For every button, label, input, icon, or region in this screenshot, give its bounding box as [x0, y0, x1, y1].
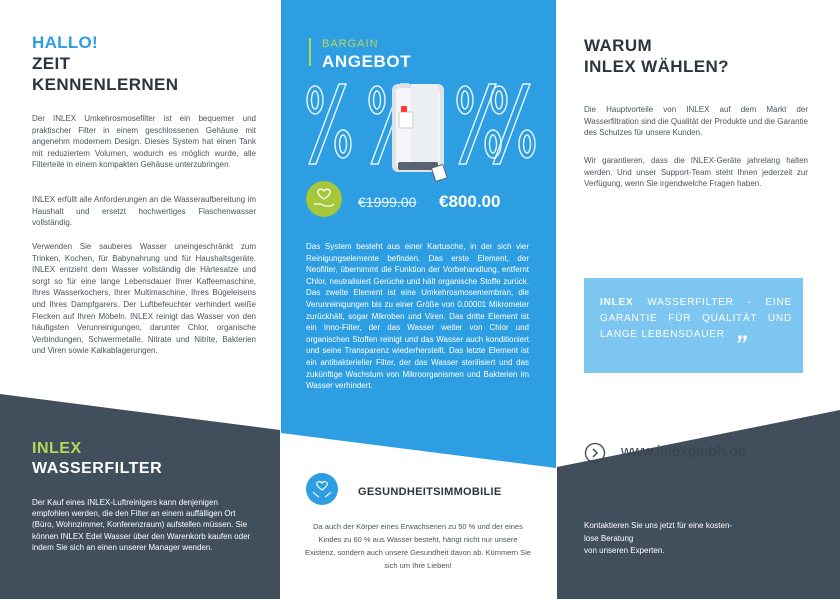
quote-brand: INLEX — [600, 297, 634, 308]
contact-line-2: lose Beratung — [584, 533, 634, 543]
contact-line-1: Kontaktieren Sie uns jetzt für eine kosten- — [584, 521, 733, 530]
quote-text — [600, 295, 792, 343]
right-panel — [557, 0, 840, 599]
quote-rest: WASSERFILTER - EINE GARANTIE FÜR QUALITÄT UND LANGE LEBENSDAUER — [600, 297, 792, 340]
greeting: HALLO! — [32, 33, 99, 52]
hand-heart-icon — [305, 180, 343, 218]
offer-title-small: BARGAIN — [322, 38, 379, 50]
system-description: Das System besteht aus einer Kartusche, in der sich vier Reinigungselemente befinden. Das erste Element, der Neofilter, übernimmt die Funktion der Vorbehandlung, entfernt Chlor, neutralisiert Gerüche und hält organische Stoffe zurück. Das zweite Element ist eine Umkehrosmosemembran, die Verunreinigungen bis zu einer Größe von 0,00001 Mikrometer zurückhält, sogar Mikroben und Viren. Das dritte Element ist ein Inno-Filter, der das Wasser weiter von Chlor und organischen Stoffen reinigt und das Wasser auch konditioniert und seine Transparenz wiederherstellt. Das letzte Element ist ein antibakterieller Filter, der das Wasser sterilisiert und das zukünftige Wachstum von Mikroorganismen und Bakterien im Wasser verhindert. — [306, 242, 529, 391]
why-heading-line-1: WARUM — [584, 36, 653, 55]
intro-paragraph: Der INLEX Umkehrosmosefilter ist ein bequemer und praktischer Filter in einem geschlossenen Gehäuse mit angenehm modernem Design. Dieses System hat einen Tank mit reduziertem Volumen, wodurch es möglich wurde, alle Filterteile in einem kompakten Gehäuse unterzubringen. — [32, 114, 256, 170]
new-price: €800.00 — [439, 192, 501, 211]
heading-line-2: KENNENLERNEN — [32, 75, 179, 94]
contact-text — [584, 520, 814, 558]
title-accent-bar — [309, 38, 311, 66]
left-panel — [0, 0, 280, 599]
water-filter-device-icon — [392, 84, 447, 181]
quote-mark: ” — [735, 331, 747, 358]
brand-subtitle: WASSERFILTER — [32, 460, 163, 477]
health-section-text: Da auch der Körper eines Erwachsenen zu 50 % und der eines Kindes zu 60 % aus Wasser besteht, hängt nicht nur unsere Existenz, sondern auch unsere Gesundheit davon ab. Kümmern Sie sich um Ihre Lieben! — [305, 522, 531, 570]
website-link[interactable]: www.inlexgmbh.de — [621, 443, 747, 460]
old-price: €1999.00 — [358, 194, 417, 210]
offer-title: ANGEBOT — [322, 52, 412, 71]
heading-line-1: ZEIT — [32, 54, 71, 73]
contact-line-3: von unseren Experten. — [584, 546, 665, 555]
why-heading-line-2: INLEX WÄHLEN? — [584, 57, 729, 76]
advantages-paragraph: Die Hauptvorteile von INLEX auf dem Markt der Wasserfiltration sind die Qualität der Produkte und die Garantie des Schutzes für unsere Kunden. — [584, 105, 808, 138]
requirements-paragraph: INLEX erfüllt alle Anforderungen an die Wasseraufbereitung im Haushalt und ersetzt hochwertiges Flaschenwasser vollständig. — [32, 195, 256, 228]
brand-name: INLEX — [32, 440, 82, 457]
product-illustration — [299, 82, 539, 182]
percent-sign-icon — [307, 84, 351, 164]
chevron-right-icon[interactable] — [584, 442, 606, 464]
hands-heart-icon — [305, 472, 339, 506]
health-section-title: GESUNDHEITSIMMOBILIE — [358, 486, 502, 498]
purchase-paragraph: Der Kauf eines INLEX-Luftreinigers kann denjenigen empfohlen werden, die den Filter an einem auffälligen Ort (Büro, Wohnzimmer, Konferenzraum) aufstellen müssen. Sie können INLEX Edel Wasser über den Warenkorb kaufen oder indem Sie sich an einen unserer Manager wenden. — [32, 498, 251, 552]
middle-panel — [281, 0, 556, 599]
usage-paragraph: Verwenden Sie sauberes Wasser uneingeschränkt zum Trinken, Kochen, für Babynahrung und für Haushaltsgeräte. INLEX entzieht dem Wasser vollständig die Härtesalze und sorgt so für eine lange Lebensdauer Ihrer Kaffeemaschine, Ihres Wasserkochers, Ihrer Multimaschine, Ihres Bügeleisens und Ihres Dampfgarers. Der Luftbefeuchter verhindert weiße Flecken auf Ihren Möbeln. INLEX reinigt das Wasser von den häufigsten Verunreinigungen, darunter Chlor, organische Verbindungen, Schwermetalle, Nitrate und Nitrite, Bakterien und Viren sowie Kalkablagerungen. — [32, 242, 256, 356]
guarantee-paragraph: Wir garantieren, dass die INLEX-Geräte jahrelang halten werden. Und unser Support-Team steht Ihnen jederzeit zur Verfügung, wenn Sie irgendwelche Fragen haben. — [584, 156, 808, 189]
